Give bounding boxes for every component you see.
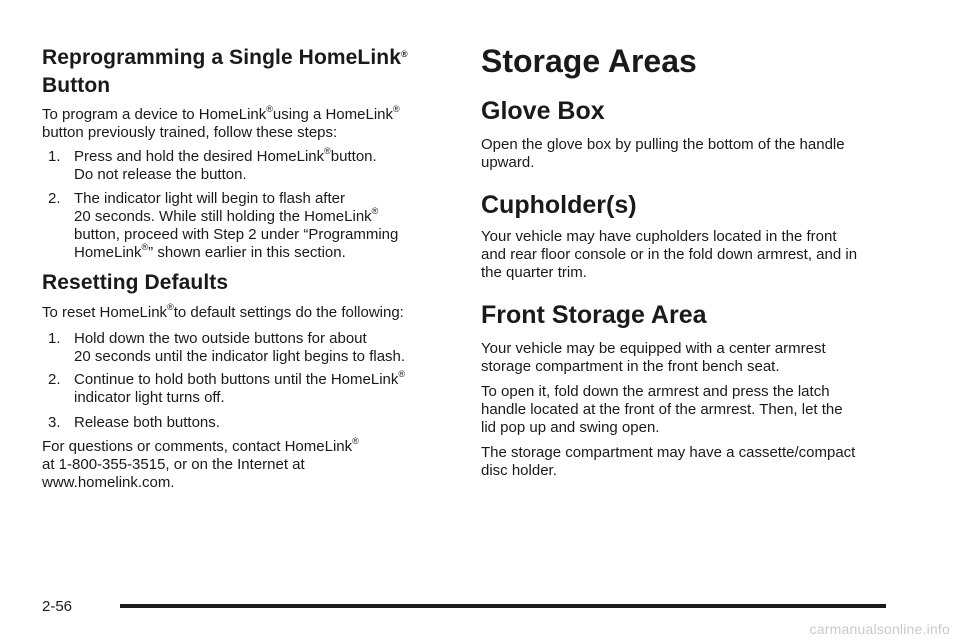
glove-box-text: Open the glove box by pulling the bottom of the handle upward. [481,136,845,171]
front-storage-text-2: To open it, fold down the armrest and press the latch handle located at the front of the armrest. Then, let the lid pop up and swing open. [481,383,843,436]
reprog-step-1: 1. Press and hold the desired HomeLink®button. Do not release the button. [48,146,377,183]
front-storage-text-3: The storage compartment may have a cassette/compact disc holder. [481,444,856,479]
reset-intro: To reset HomeLink®to default settings do the following: [42,302,404,321]
page-number: 2-56 [42,598,73,615]
section-title-front-storage-area: Front Storage Area [481,301,707,329]
section-title-resetting-defaults: Resetting Defaults [42,271,229,294]
section-title-cupholders: Cupholder(s) [481,191,637,219]
reset-step-3: 3. Release both buttons. [48,414,220,431]
front-storage-text-1: Your vehicle may be equipped with a center armrest storage compartment in the front bench seat. [481,340,826,375]
watermark: carmanualsonline.info [809,621,950,637]
section-title-glove-box: Glove Box [481,97,605,125]
cupholders-text: Your vehicle may have cupholders located in the front and rear floor console or in the fold down armrest, and in the quarter trim. [481,228,858,281]
reprog-step-2: 2. The indicator light will begin to flash after 20 seconds. While still holding the HomeLink® button, proceed with Step 2 under “Programming HomeLink®” shown earlier in this section. [48,190,399,261]
homelink-contact: For questions or comments, contact HomeLink® at 1-800-355-3515, or on the Internet at www.homelink.com. [42,436,359,491]
section-title-reprogramming: Reprogramming a Single HomeLink® Button [42,46,408,97]
reprogramming-intro: To program a device to HomeLink®using a HomeLink® button previously trained, follow these steps: [42,104,400,141]
reset-step-2: 2. Continue to hold both buttons until the HomeLink® indicator light turns off. [48,369,406,406]
footer-rule [120,604,886,608]
chapter-title-storage-areas: Storage Areas [481,43,697,79]
reset-step-1: 1. Hold down the two outside buttons for about 20 seconds until the indicator light begins to flash. [48,330,406,365]
